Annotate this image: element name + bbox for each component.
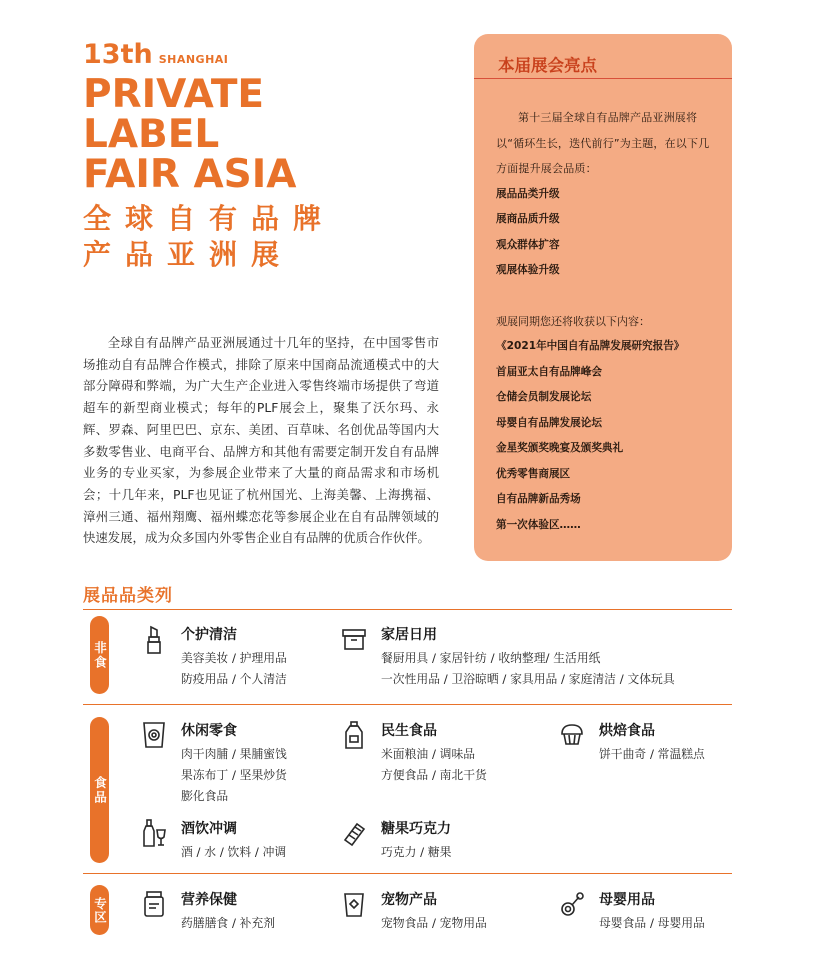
highlights-intro: 第十三届全球自有品牌产品亚洲展将以“循环生长，迭代前行”为主题，在以下几方面提升展会品质： bbox=[496, 111, 710, 175]
extra-item: 母婴自有品牌发展论坛 bbox=[496, 416, 602, 429]
category-item-line: 母婴食品 / 母婴用品 bbox=[599, 916, 705, 930]
snack-bag-icon bbox=[141, 720, 167, 750]
category-item-line: 方便食品 / 南北干货 bbox=[381, 768, 487, 782]
category-items bbox=[599, 913, 705, 934]
extra-item: 第一次体验区…… bbox=[496, 518, 581, 531]
cupcake-icon bbox=[559, 720, 585, 750]
extra-item: 仓储会员制发展论坛 bbox=[496, 391, 592, 403]
candy-bar-icon bbox=[341, 818, 367, 848]
group-char: 食品 bbox=[92, 775, 108, 805]
highlights-divider bbox=[474, 78, 732, 79]
intro-paragraph: 全球自有品牌产品亚洲展通过十几年的坚持，在中国零售市场推动自有品牌合作模式，排除了原来中国商品流通模式中的大部分障碍和弊端，为广大生产企业进入零售终端市场提供了弯道超车的新型商业模式；每年的PLF展会上，聚集了沃尔玛、永辉、罗森、阿里巴巴、京东、美团、百草味、名创优品等国内大多数零售业、电商平台、品牌方和其他有需要定制开发自有品牌业务的专业买家，为参展企业带来了大量的商品需求和市场机会；十几年来，PLF也见证了杭州国光、上海美馨、上海携福、漳州三通、福州翔鹰、福州蝶恋花等参展企业在自有品牌领域的快速发展，成为众多国内外零售企业自有品牌的优质合作伙伴。 bbox=[83, 335, 439, 546]
extras-intro: 观展同期您还将收获以下内容： bbox=[496, 314, 650, 328]
category-name: 民生食品 bbox=[381, 723, 437, 739]
category-name: 宠物产品 bbox=[381, 892, 437, 908]
highlight-point: 观展体验升级 bbox=[496, 264, 560, 276]
highlight-point: 展商品质升级 bbox=[496, 213, 560, 225]
category-name: 酒饮冲调 bbox=[181, 821, 237, 837]
edition-line bbox=[83, 40, 335, 75]
highlights-title: 本届展会亮点 bbox=[498, 56, 597, 75]
oil-bottle-icon bbox=[341, 720, 367, 750]
category-name: 家居日用 bbox=[381, 627, 437, 643]
category-name: 个护清洁 bbox=[181, 627, 237, 643]
category-name: 休闲零食 bbox=[181, 723, 237, 739]
pacifier-icon bbox=[559, 889, 585, 919]
category-items bbox=[181, 913, 275, 934]
category-item-line: 米面粮油 / 调味品 bbox=[381, 747, 476, 761]
category-item-line: 酒 / 水 / 饮料 / 冲调 bbox=[181, 845, 287, 859]
extra-item: 首届亚太自有品牌峰会 bbox=[496, 365, 602, 378]
highlight-point: 观众群体扩容 bbox=[496, 238, 560, 251]
category-item-line: 饼干曲奇 / 常温糕点 bbox=[599, 747, 705, 761]
extra-item: 优秀零售商展区 bbox=[496, 467, 571, 480]
highlights-panel bbox=[474, 34, 732, 561]
category-item-line: 膨化食品 bbox=[181, 789, 229, 803]
group-label-special bbox=[90, 885, 109, 935]
group-char: 非食 bbox=[92, 640, 108, 670]
section-divider bbox=[83, 609, 732, 610]
logo-line-1: PRIVATE bbox=[83, 72, 265, 117]
category-items bbox=[181, 648, 287, 690]
category-items bbox=[381, 842, 451, 863]
category-name: 糖果巧克力 bbox=[381, 821, 451, 837]
category-item-line: 一次性用品 / 卫浴晾晒 / 家具用品 / 家庭清洁 / 文体玩具 bbox=[381, 672, 675, 686]
extra-item: 自有品牌新品秀场 bbox=[496, 493, 581, 505]
category-items bbox=[381, 913, 487, 934]
section-divider bbox=[83, 704, 732, 705]
pet-food-bag-icon bbox=[341, 889, 367, 919]
category-name: 母婴用品 bbox=[599, 892, 655, 908]
categories-title: 展品品类列 bbox=[83, 586, 173, 606]
category-item-line: 美容美妆 / 护理用品 bbox=[181, 651, 287, 665]
lipstick-icon bbox=[141, 624, 167, 654]
category-item-line: 肉干肉脯 / 果脯蜜饯 bbox=[181, 747, 287, 761]
edition-number: 13th bbox=[83, 39, 153, 70]
logo-line-3: FAIR ASIA bbox=[83, 152, 297, 197]
supplement-jar-icon bbox=[141, 889, 167, 919]
category-item-line: 药膳膳食 / 补充剂 bbox=[181, 916, 276, 930]
section-divider bbox=[83, 873, 732, 874]
spacer bbox=[496, 284, 718, 309]
category-name: 营养保健 bbox=[181, 892, 237, 908]
event-logo bbox=[83, 40, 335, 273]
extra-item: 金星奖颁奖晚宴及颁奖典礼 bbox=[496, 442, 624, 454]
highlight-point: 展品品类升级 bbox=[496, 187, 560, 200]
logo-chinese-line-2: 产品亚洲展 bbox=[83, 238, 294, 271]
category-items bbox=[599, 744, 705, 765]
category-items bbox=[181, 744, 287, 807]
category-name: 烘焙食品 bbox=[599, 723, 655, 739]
group-label-food bbox=[90, 717, 109, 863]
category-item-line: 果冻布丁 / 坚果炒货 bbox=[181, 768, 287, 782]
city-name: SHANGHAI bbox=[158, 53, 229, 66]
category-item-line: 巧克力 / 糖果 bbox=[381, 845, 452, 859]
category-items bbox=[181, 842, 286, 863]
extra-item: 《2021年中国自有品牌发展研究报告》 bbox=[496, 340, 685, 352]
group-label-nonfood bbox=[90, 616, 109, 694]
group-char: 专区 bbox=[92, 896, 108, 924]
category-items bbox=[381, 744, 487, 786]
category-item-line: 餐厨用具 / 家居针纺 / 收纳整理/ 生活用纸 bbox=[381, 651, 601, 665]
category-item-line: 宠物食品 / 宠物用品 bbox=[381, 916, 487, 930]
storage-box-icon bbox=[341, 624, 367, 654]
category-item-line: 防疫用品 / 个人清洁 bbox=[181, 672, 287, 686]
highlights-body bbox=[496, 105, 718, 538]
category-items bbox=[381, 648, 675, 690]
logo-chinese-line-1: 全球自有品牌 bbox=[83, 202, 336, 235]
logo-line-2: LABEL bbox=[83, 112, 220, 157]
wine-bottle-glass-icon bbox=[141, 818, 167, 848]
